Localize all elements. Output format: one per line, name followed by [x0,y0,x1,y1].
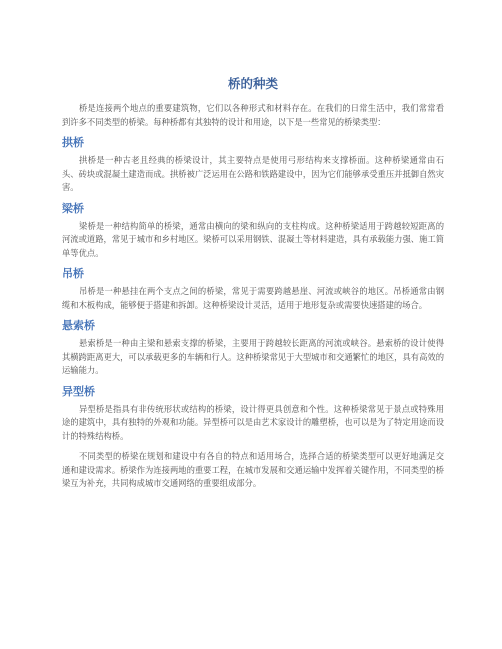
section-paragraph: 异型桥是指具有非传统形状或结构的桥梁，设计得更具创意和个性。这种桥梁常见于景点或特殊用途的建筑中，具有独特的外观和功能。异型桥可以是由艺术家设计的雕塑桥，也可以是为了特定用途而设计的特殊结构桥。 [62,403,444,441]
section-heading: 异型桥 [62,384,95,398]
section-paragraph: 吊桥是一种悬挂在两个支点之间的桥梁，常见于需要跨越悬崖、河流或峡谷的地区。吊桥通常由钢缆和木板构成，能够便于搭建和拆卸。这种桥梁设计灵活，适用于地形复杂或需要快速搭建的场合。 [62,286,444,310]
section-hanging-bridge [62,267,444,312]
section-paragraph: 拱桥是一种古老且经典的桥梁设计，其主要特点是使用弓形结构来支撑桥面。这种桥梁通常由石头、砖块或混凝土建造而成。拱桥被广泛运用在公路和铁路建设中，因为它们能够承受重压并抵御自然灾害。 [62,155,444,192]
section-beam-bridge [62,202,444,261]
document-title: 桥的种类 [227,76,278,91]
paragraph-spacer [62,443,444,450]
section-heading: 梁桥 [62,201,84,215]
conclusion-paragraph: 不同类型的桥梁在规划和建设中有各自的特点和适用场合，选择合适的桥梁类型可以更好地满足交通和建设需求。桥梁作为连接两地的重要工程，在城市发展和交通运输中发挥着关键作用，不同类型的桥梁互为补充，共同构成城市交通网络的重要组成部分。 [62,451,444,488]
section-paragraph: 梁桥是一种结构简单的桥梁，通常由横向的梁和纵向的支柱构成。这种桥梁适用于跨越较短距离的河流或道路，常见于城市和乡村地区。梁桥可以采用钢铁、混凝土等材料建造，具有承载能力强、施工简单等优点。 [62,220,444,258]
section-arch-bridge [62,136,444,195]
section-heading: 拱桥 [62,136,84,149]
document-page [62,76,444,491]
intro-paragraph: 桥是连接两个地点的重要建筑物，它们以各种形式和材料存在。在我们的日常生活中，我们常常看到许多不同类型的桥梁。每种桥都有其独特的设计和用途，以下是一些常见的桥梁类型： [62,103,444,127]
section-special-bridge [62,385,444,444]
section-paragraph: 悬索桥是一种由主梁和悬索支撑的桥梁，主要用于跨越较长距离的河流或峡谷。悬索桥的设计使得其横跨距离更大，可以承载更多的车辆和行人。这种桥梁常见于大型城市和交通繁忙的地区，具有高效的运输能力。 [62,338,444,375]
section-suspension-bridge [62,319,444,378]
section-heading: 吊桥 [62,267,84,280]
section-heading: 悬索桥 [62,319,95,332]
